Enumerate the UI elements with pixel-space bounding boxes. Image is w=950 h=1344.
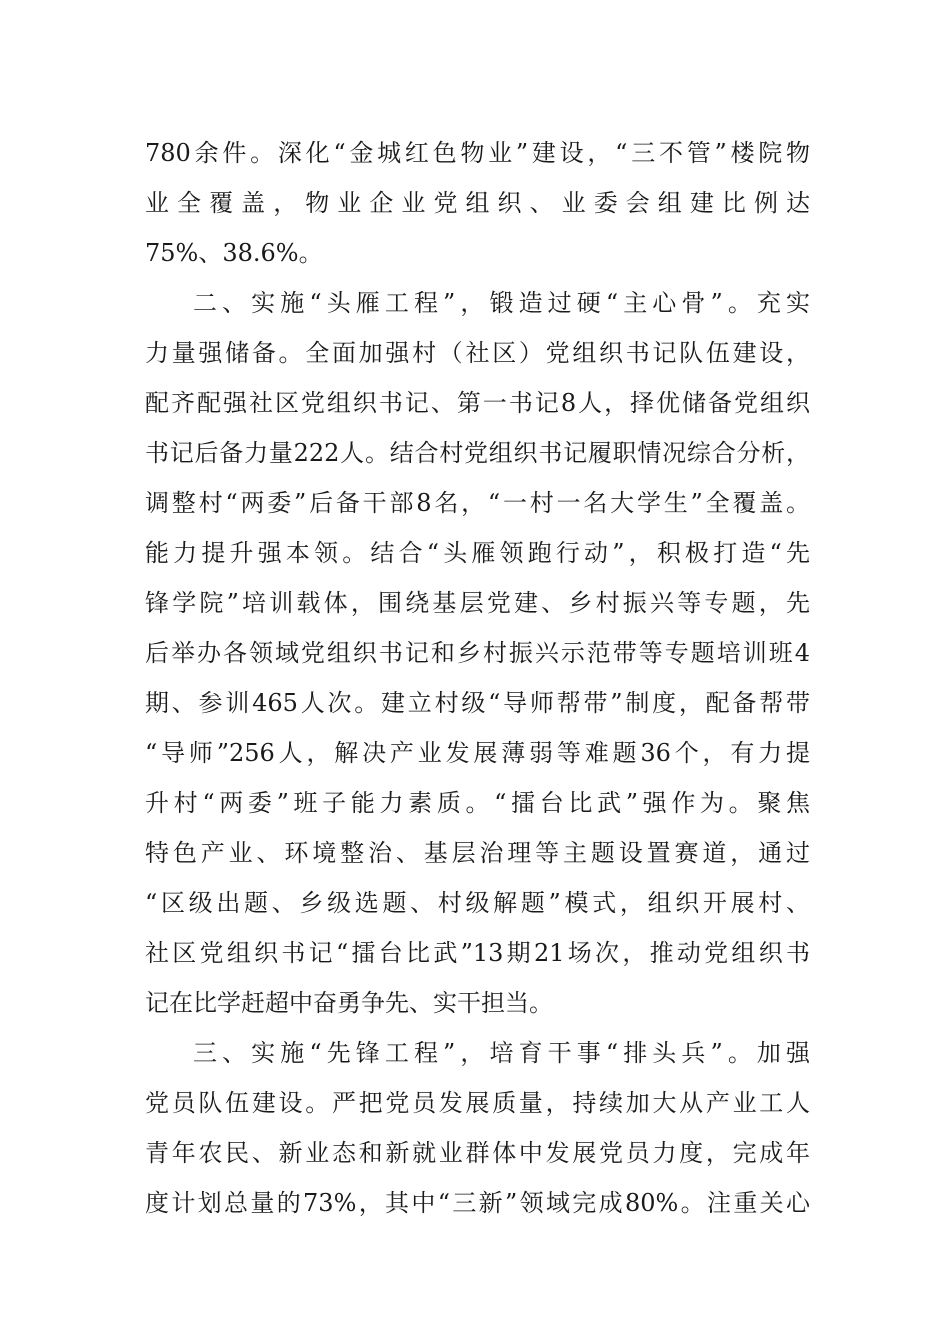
text-line: 后举办各领域党组织书记和乡村振兴示范带等专题培训班4 (145, 639, 810, 667)
text-line: 升村“两委”班子能力素质。“擂台比武”强作为。聚焦 (145, 789, 810, 817)
text-line: 党员队伍建设。严把党员发展质量，持续加大从产业工人 (145, 1089, 810, 1117)
text-line: 锋学院”培训载体，围绕基层党建、乡村振兴等专题，先 (145, 589, 810, 617)
text-line: “区级出题、乡级选题、村级解题”模式，组织开展村、 (145, 889, 810, 917)
text-line: 记在比学赶超中奋勇争先、实干担当。 (145, 989, 553, 1017)
text-line: 社区党组织书记“擂台比武”13期21场次，推动党组织书 (145, 939, 810, 967)
text-line: 书记后备力量222人。结合村党组织书记履职情况综合分析， (145, 439, 810, 467)
text-line: 能力提升强本领。结合“头雁领跑行动”，积极打造“先 (145, 539, 810, 567)
text-line: “导师”256人，解决产业发展薄弱等难题36个，有力提 (145, 739, 810, 767)
text-line: 调整村“两委”后备干部8名，“一村一名大学生”全覆盖。 (145, 489, 810, 517)
paragraph-start-line: 二、实施“头雁工程”，锻造过硬“主心骨”。充实 (193, 289, 810, 317)
text-line: 特色产业、环境整治、基层治理等主题设置赛道，通过 (145, 839, 810, 867)
text-line: 青年农民、新业态和新就业群体中发展党员力度，完成年 (145, 1139, 810, 1167)
text-line: 度计划总量的73%，其中“三新”领域完成80%。注重关心 (145, 1189, 810, 1217)
text-line: 期、参训465人次。建立村级“导师帮带”制度，配备帮带 (145, 689, 810, 717)
text-line: 配齐配强社区党组织书记、第一书记8人，择优储备党组织 (145, 389, 810, 417)
text-line: 75%、38.6%。 (145, 239, 323, 267)
paragraph-start-line: 三、实施“先锋工程”，培育干事“排头兵”。加强 (193, 1039, 810, 1067)
text-line: 力量强储备。全面加强村（社区）党组织书记队伍建设， (145, 339, 810, 367)
text-line: 780余件。深化“金城红色物业”建设，“三不管”楼院物 (145, 139, 810, 167)
text-line: 业全覆盖，物业企业党组织、业委会组建比例达 (145, 189, 810, 217)
